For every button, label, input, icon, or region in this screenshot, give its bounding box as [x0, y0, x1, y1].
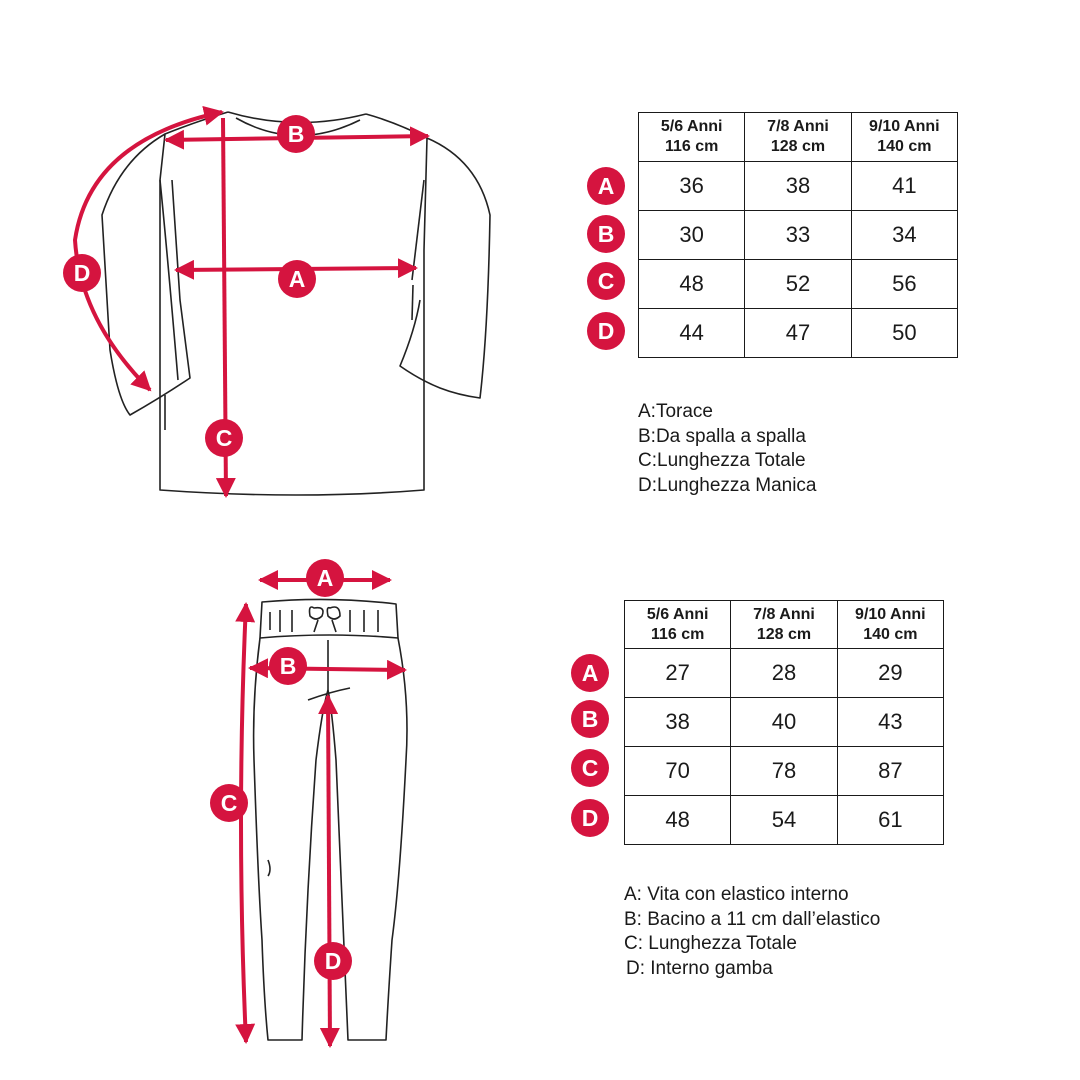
table-cell: 40 [731, 698, 837, 747]
legend-item: B: Bacino a 11 cm dall’elastico [624, 908, 881, 930]
table-cell: 54 [731, 796, 837, 845]
shirt-outline [102, 112, 490, 495]
size-header: 9/10 Anni 140 cm [837, 601, 943, 649]
table-cell: 70 [625, 747, 731, 796]
table-row [625, 649, 944, 698]
pants-marker-b [269, 647, 307, 685]
table-cell: 52 [745, 260, 851, 309]
table-cell: 38 [625, 698, 731, 747]
svg-text:A: A [288, 266, 306, 292]
table-cell: 44 [639, 309, 745, 358]
svg-text:B: B [287, 121, 305, 147]
pants-row-badge-a: A [571, 654, 609, 692]
table-row [639, 260, 958, 309]
table-cell: 43 [837, 698, 943, 747]
table-cell: 27 [625, 649, 731, 698]
table-cell: 47 [745, 309, 851, 358]
table-cell: 61 [837, 796, 943, 845]
pants-row-badge-c: C [571, 749, 609, 787]
legend-item: C:Lunghezza Totale [638, 450, 806, 471]
size-header: 7/8 Anni 128 cm [745, 113, 851, 162]
legend-item: A: Vita con elastico interno [624, 884, 849, 905]
svg-text:A: A [316, 565, 334, 591]
shirt-drawing [0, 0, 540, 540]
size-header: 7/8 Anni 128 cm [731, 601, 837, 649]
shirt-marker-a [278, 260, 316, 298]
pants-marker-d [314, 942, 352, 980]
table-cell: 38 [745, 162, 851, 211]
shirt-marker-c [205, 419, 243, 457]
table-cell: 56 [851, 260, 957, 309]
table-cell: 34 [851, 211, 957, 260]
svg-text:B: B [279, 653, 297, 679]
pants-legend [624, 883, 880, 981]
shirt-row-badge-a: A [587, 167, 625, 205]
shirt-legend [638, 400, 817, 498]
shirt-markers [63, 115, 316, 457]
table-row [639, 211, 958, 260]
shirt-measure-lines [75, 112, 428, 496]
legend-item: A:Torace [638, 401, 713, 422]
table-cell: 36 [639, 162, 745, 211]
table-row [639, 309, 958, 358]
pants-size-table [624, 600, 944, 845]
pants-marker-a [306, 559, 344, 597]
shirt-marker-b [277, 115, 315, 153]
shirt-row-badge-c: C [587, 262, 625, 300]
table-cell: 30 [639, 211, 745, 260]
legend-item: D: Interno gamba [626, 957, 773, 979]
table-cell: 48 [625, 796, 731, 845]
legend-item: C: Lunghezza Totale [624, 933, 797, 954]
size-header: 9/10 Anni 140 cm [851, 113, 957, 162]
size-header: 5/6 Anni 116 cm [625, 601, 731, 649]
legend-item: D:Lunghezza Manica [638, 474, 817, 496]
table-cell: 87 [837, 747, 943, 796]
size-header: 5/6 Anni 116 cm [639, 113, 745, 162]
shirt-size-table [638, 112, 958, 358]
table-cell: 48 [639, 260, 745, 309]
table-cell: 50 [851, 309, 957, 358]
legend-item: B:Da spalla a spalla [638, 425, 806, 447]
table-cell: 41 [851, 162, 957, 211]
svg-text:C: C [215, 425, 233, 451]
table-row [625, 747, 944, 796]
svg-text:C: C [220, 790, 238, 816]
pants-marker-c [210, 784, 248, 822]
shirt-row-badge-d: D [587, 312, 625, 350]
shirt-marker-d [63, 254, 101, 292]
svg-text:D: D [324, 948, 342, 974]
shirt-row-badge-b: B [587, 215, 625, 253]
table-row [625, 796, 944, 845]
table-cell: 29 [837, 649, 943, 698]
table-cell: 28 [731, 649, 837, 698]
table-row [639, 162, 958, 211]
pants-drawing [0, 540, 540, 1080]
table-cell: 33 [745, 211, 851, 260]
pants-row-badge-d: D [571, 799, 609, 837]
pants-row-badge-b: B [571, 700, 609, 738]
svg-text:D: D [73, 260, 91, 286]
table-cell: 78 [731, 747, 837, 796]
table-row [625, 698, 944, 747]
